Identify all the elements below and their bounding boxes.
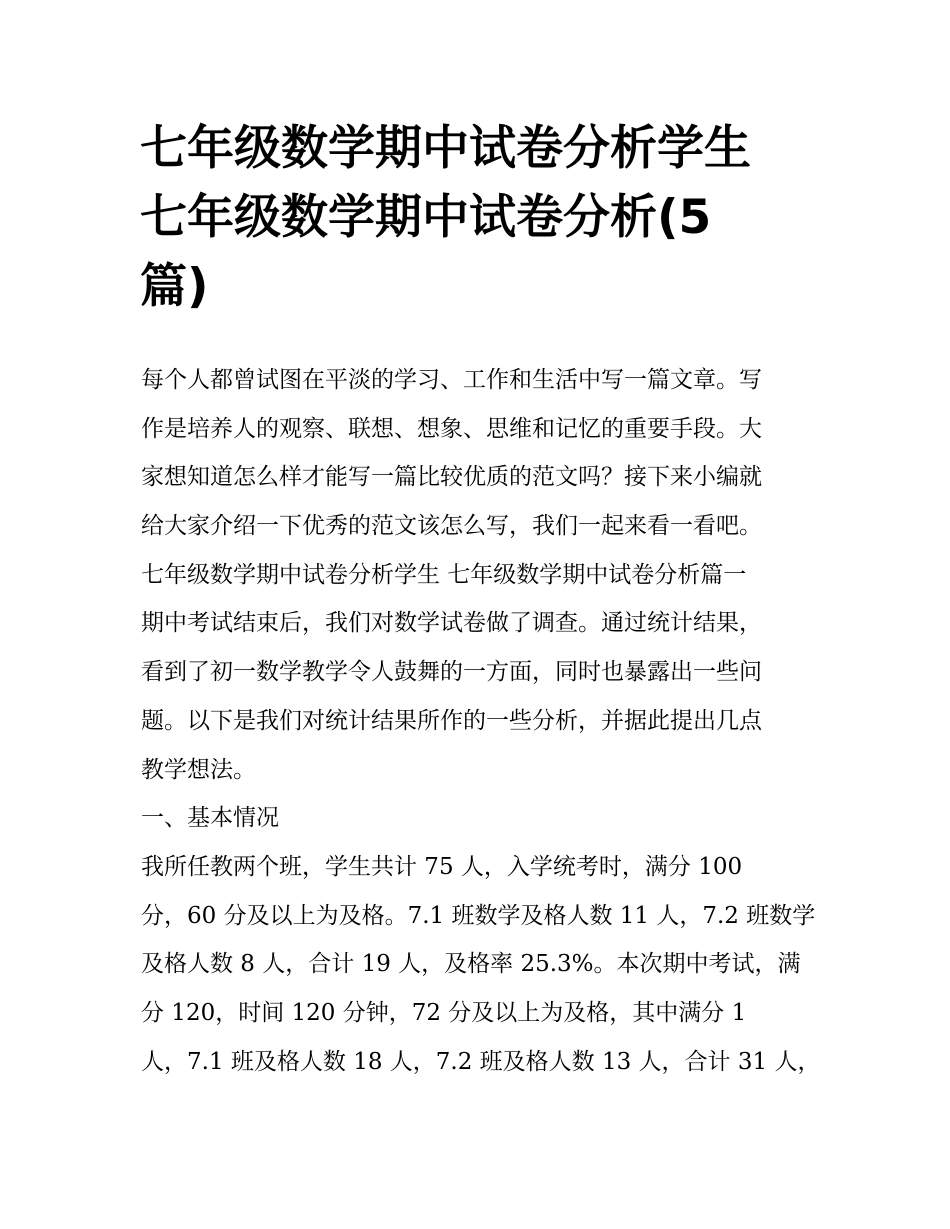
document-body (141, 356, 831, 1086)
body-line: 教学想法。 (141, 756, 256, 783)
body-line: 我所任教两个班，学生共计 75 人，入学统考时，满分 100 (141, 853, 743, 880)
body-line: 分，60 分及以上为及格。7.1 班数学及格人数 11 人，7.2 班数学 (141, 902, 816, 929)
title-line: 七年级数学期中试卷分析学生 (140, 121, 751, 176)
body-line: 期中考试结束后，我们对数学试卷做了调查。通过统计结果， (141, 610, 762, 637)
body-line: 作是培养人的观察、联想、想象、思维和记忆的重要手段。大 (141, 415, 762, 442)
body-line: 及格人数 8 人，合计 19 人，及格率 25.3%。本次期中考试，满 (141, 951, 801, 978)
body-line: 看到了初一数学教学令人鼓舞的一方面，同时也暴露出一些问 (141, 659, 762, 686)
body-line: 分 120，时间 120 分钟，72 分及以上为及格，其中满分 1 (141, 999, 747, 1026)
document-title (140, 114, 820, 321)
body-line: 给大家介绍一下优秀的范文该怎么写，我们一起来看一看吧。 (141, 513, 762, 540)
body-line: 题。以下是我们对统计结果所作的一些分析，并据此提出几点 (141, 707, 762, 734)
body-line: 家想知道怎么样才能写一篇比较优质的范文吗？接下来小编就 (141, 464, 762, 491)
title-line: 篇) (140, 259, 209, 314)
body-line: 人，7.1 班及格人数 18 人，7.2 班及格人数 13 人，合计 31 人， (141, 1048, 821, 1075)
body-line: 每个人都曾试图在平淡的学习、工作和生活中写一篇文章。写 (141, 367, 762, 393)
body-line: 七年级数学期中试卷分析学生 七年级数学期中试卷分析篇一 (141, 561, 747, 588)
title-line: 七年级数学期中试卷分析(5 (140, 190, 712, 245)
section-heading: 一、基本情况 (141, 805, 279, 832)
